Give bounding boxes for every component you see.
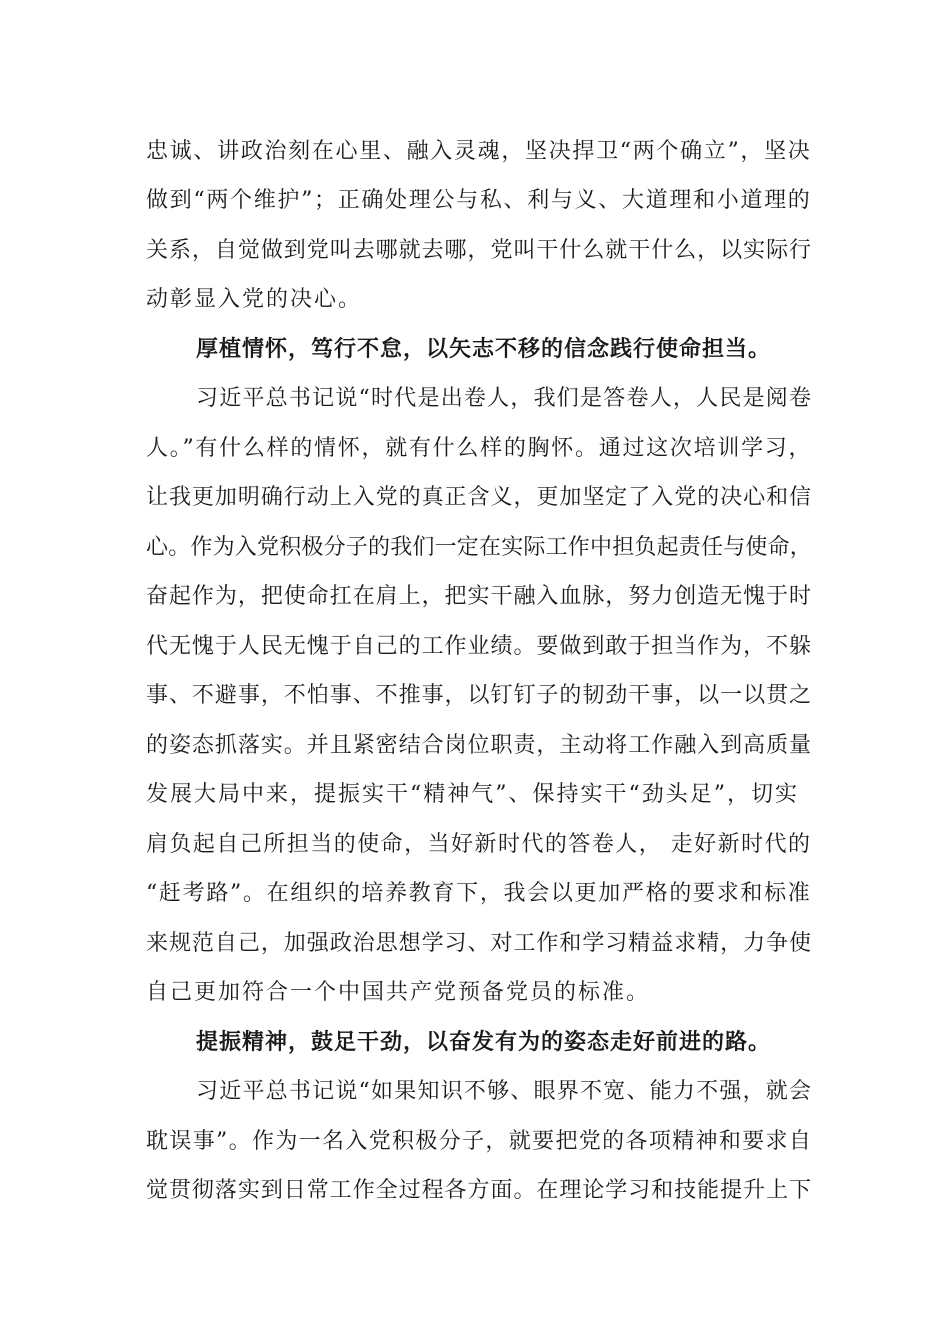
body-line: 肩负起自己所担当的使命，当好新时代的答卷人， 走好新时代的 [146, 832, 812, 857]
body-line: 做到“两个维护”；正确处理公与私、利与义、大道理和小道理的 [146, 188, 812, 213]
body-line: 自己更加符合一个中国共产党预备党员的标准。 [146, 980, 651, 1005]
body-line: 关系，自觉做到党叫去哪就去哪，党叫干什么就干什么，以实际行 [146, 238, 813, 263]
body-line: “赶考路”。在组织的培养教育下，我会以更加严格的要求和标准 [146, 881, 812, 906]
body-line: 觉贯彻落实到日常工作全过程各方面。在理论学习和技能提升上下 [146, 1178, 813, 1203]
body-line: 习近平总书记说“时代是出卷人，我们是答卷人，人民是阅卷 [196, 386, 813, 411]
body-line: 忠诚、讲政治刻在心里、融入灵魂，坚决捍卫“两个确立”，坚决 [146, 139, 812, 164]
body-line: 事、不避事，不怕事、不推事，以钉钉子的韧劲干事，以一以贯之 [146, 683, 813, 708]
section-heading: 提振精神，鼓足干劲，以奋发有为的姿态走好前进的路。 [196, 1030, 772, 1055]
body-line: 动彰显入党的决心。 [146, 287, 363, 312]
body-line: 心。作为入党积极分子的我们一定在实际工作中担负起责任与使命， [146, 535, 813, 560]
body-line: 发展大局中来，提振实干“精神气”、保持实干“劲头足”，切实 [146, 782, 799, 807]
body-line: 来规范自己，加强政治思想学习、对工作和学习精益求精，力争使 [146, 931, 813, 956]
body-line: 让我更加明确行动上入党的真正含义，更加坚定了入党的决心和信 [146, 485, 813, 510]
body-line: 人。”有什么样的情怀，就有什么样的胸怀。通过这次培训学习， [146, 436, 813, 461]
body-line: 耽误事”。作为一名入党积极分子，就要把党的各项精神和要求自 [146, 1129, 813, 1154]
body-line: 习近平总书记说“如果知识不够、眼界不宽、能力不强，就会 [196, 1079, 813, 1104]
body-line: 奋起作为，把使命扛在肩上，把实干融入血脉，努力创造无愧于时 [146, 584, 813, 609]
body-line: 的姿态抓落实。并且紧密结合岗位职责，主动将工作融入到高质量 [146, 733, 813, 758]
body-line: 代无愧于人民无愧于自己的工作业绩。要做到敢于担当作为，不躲 [146, 634, 813, 659]
section-heading: 厚植情怀，笃行不怠，以矢志不移的信念践行使命担当。 [196, 337, 772, 362]
